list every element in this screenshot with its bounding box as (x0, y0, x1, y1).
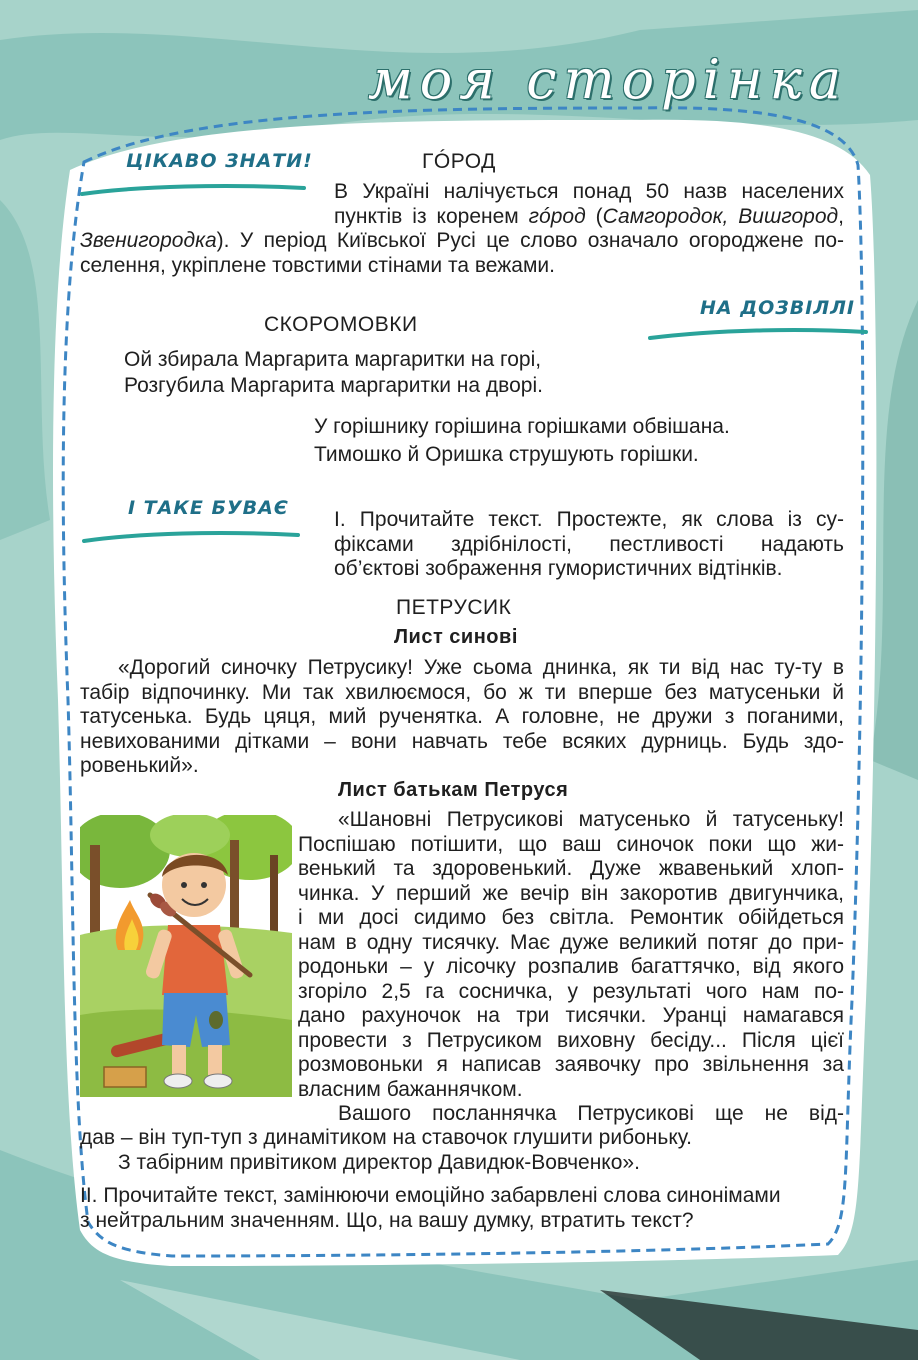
letter-1-line: табір відпочинку. Ми так хвилюємося, бо ж ти вперше без матусеньки й (80, 680, 844, 704)
letter-2-body (298, 808, 844, 1127)
text-span: пунктів із коренем (334, 204, 529, 228)
letter-2-title: Лист батькам Петруся (338, 779, 569, 801)
letter-2-line: провести з Петрусиком виховну бесіду... Після цієї (298, 1028, 844, 1052)
task-1-line: І. Прочитайте текст. Простежте, як слова із су- (334, 508, 844, 531)
page-title: моя сторінка (368, 48, 849, 111)
task-2-line: з нейтральним значенням. Що, на вашу думку, втратить текст? (80, 1208, 694, 1232)
label-underline-stroke (646, 322, 870, 344)
letter-2-line: нам в одну тисячку. Має дуже великий потяг до при- (298, 930, 844, 954)
task-1 (334, 508, 844, 582)
text-span: ( (585, 204, 603, 228)
tongue-twister-line: Тимошко й Оришка струшують горішки. (314, 443, 699, 466)
gorod-line-3 (80, 229, 844, 254)
letter-2-line: «Шановні Петрусикові матусенько й татусеньку! (338, 808, 844, 831)
gorod-line-1: В Україні налічується понад 50 назв населених (334, 180, 844, 203)
label-interesting: ЦІКАВО ЗНАТИ! (126, 150, 313, 172)
signature: З табірним привітиком директор Давидюк-Вовченко». (118, 1150, 640, 1174)
task-1-line: об’єктові зображення гумористичних відтінків. (334, 557, 783, 580)
gorod-paragraph (334, 180, 844, 229)
gorod-line-2 (334, 205, 844, 230)
letter-1-line: невихованими дітками – вони навчать тебе всяких дурниць. Будь здо- (80, 729, 844, 753)
tongue-twister-2 (314, 413, 730, 469)
letter-2-line: Вашого посланнячка Петрусикові ще не від- (338, 1102, 844, 1125)
letter-2-line: венький та здоровенький. Дуже жвавенький хлоп- (298, 857, 844, 880)
boy-camp-illustration (80, 815, 292, 1097)
letter-2-ending (80, 1126, 844, 1175)
letter-1-line: «Дорогий синочку Петрусику! Уже сьома днинка, як ти від нас ту-ту в (118, 656, 844, 679)
tongue-twister-line: Розгубила Маргарита маргаритки на дворі. (124, 374, 543, 397)
letter-1-title: Лист синові (394, 626, 518, 648)
tongue-twisters-heading: СКОРОМОВКИ (264, 313, 418, 336)
gorod-paragraph-cont (80, 229, 844, 278)
letter-1-line: ровенький». (80, 754, 199, 777)
tongue-twister-line: Ой збирала Маргарита маргаритки на горі, (124, 348, 542, 371)
gorod-heading: ГÓРОД (422, 150, 496, 173)
label-underline-stroke (78, 178, 308, 200)
letter-2-line: Поспішаю потішити, що ваш синочок поки що жи- (298, 832, 844, 856)
text-span: , (838, 204, 844, 228)
gorod-line-4: селення, укріплене товстими стінами та вежами. (80, 253, 555, 277)
label-leisure: НА ДОЗВІЛЛІ (700, 297, 855, 319)
task-1-line: фіксами здрібнілості, пестливості надають (334, 532, 844, 556)
letter-2-line: дано рахуночок на три тисячки. Уранці намагався (298, 1004, 844, 1027)
text-span: Звенигородка (80, 229, 217, 252)
letter-2-line: і ми досі сидимо без світла. Ремонтик обійдеться (298, 906, 844, 929)
text-span: гóрод (528, 204, 586, 228)
letter-2-line: чинка. У перший же вечір він закоротив двигунчика, (298, 881, 844, 905)
text-span: Самгородок, Вишгород (602, 204, 839, 228)
task-2-line: ІІ. Прочитайте текст, замінюючи емоційно забарвлені слова синонімами (80, 1184, 781, 1207)
label-underline-stroke (80, 525, 302, 547)
task-2 (80, 1184, 844, 1233)
letter-2-line: власним бажаннячком. (298, 1077, 523, 1101)
letter-1-line: татусенька. Будь цяця, мий рученятка. А головне, не дружи з поганими, (80, 705, 844, 728)
letter-1-body (80, 656, 844, 779)
tongue-twister-line: У горішнику горішина горішками обвішана. (314, 415, 730, 438)
letter-2-line: розмовоньки я написав заявочку про звільнення за (298, 1053, 844, 1076)
letter-2-line: родоньки – у лісочку розпалив багаттячко, від якого (298, 955, 844, 978)
label-it-happens: І ТАКЕ БУВАЄ (128, 497, 289, 519)
letter-2-line: згоріло 2,5 га сосничка, у результаті чого нам по- (298, 979, 844, 1003)
text-span: ). У період Київської Русі це слово означало огороджене по- (216, 229, 844, 252)
letter-2-line: дав – він туп-туп з динамітиком на ставочок глушити рибоньку. (80, 1126, 692, 1149)
tongue-twister-1 (124, 347, 543, 399)
story-title: ПЕТРУСИК (396, 596, 512, 619)
